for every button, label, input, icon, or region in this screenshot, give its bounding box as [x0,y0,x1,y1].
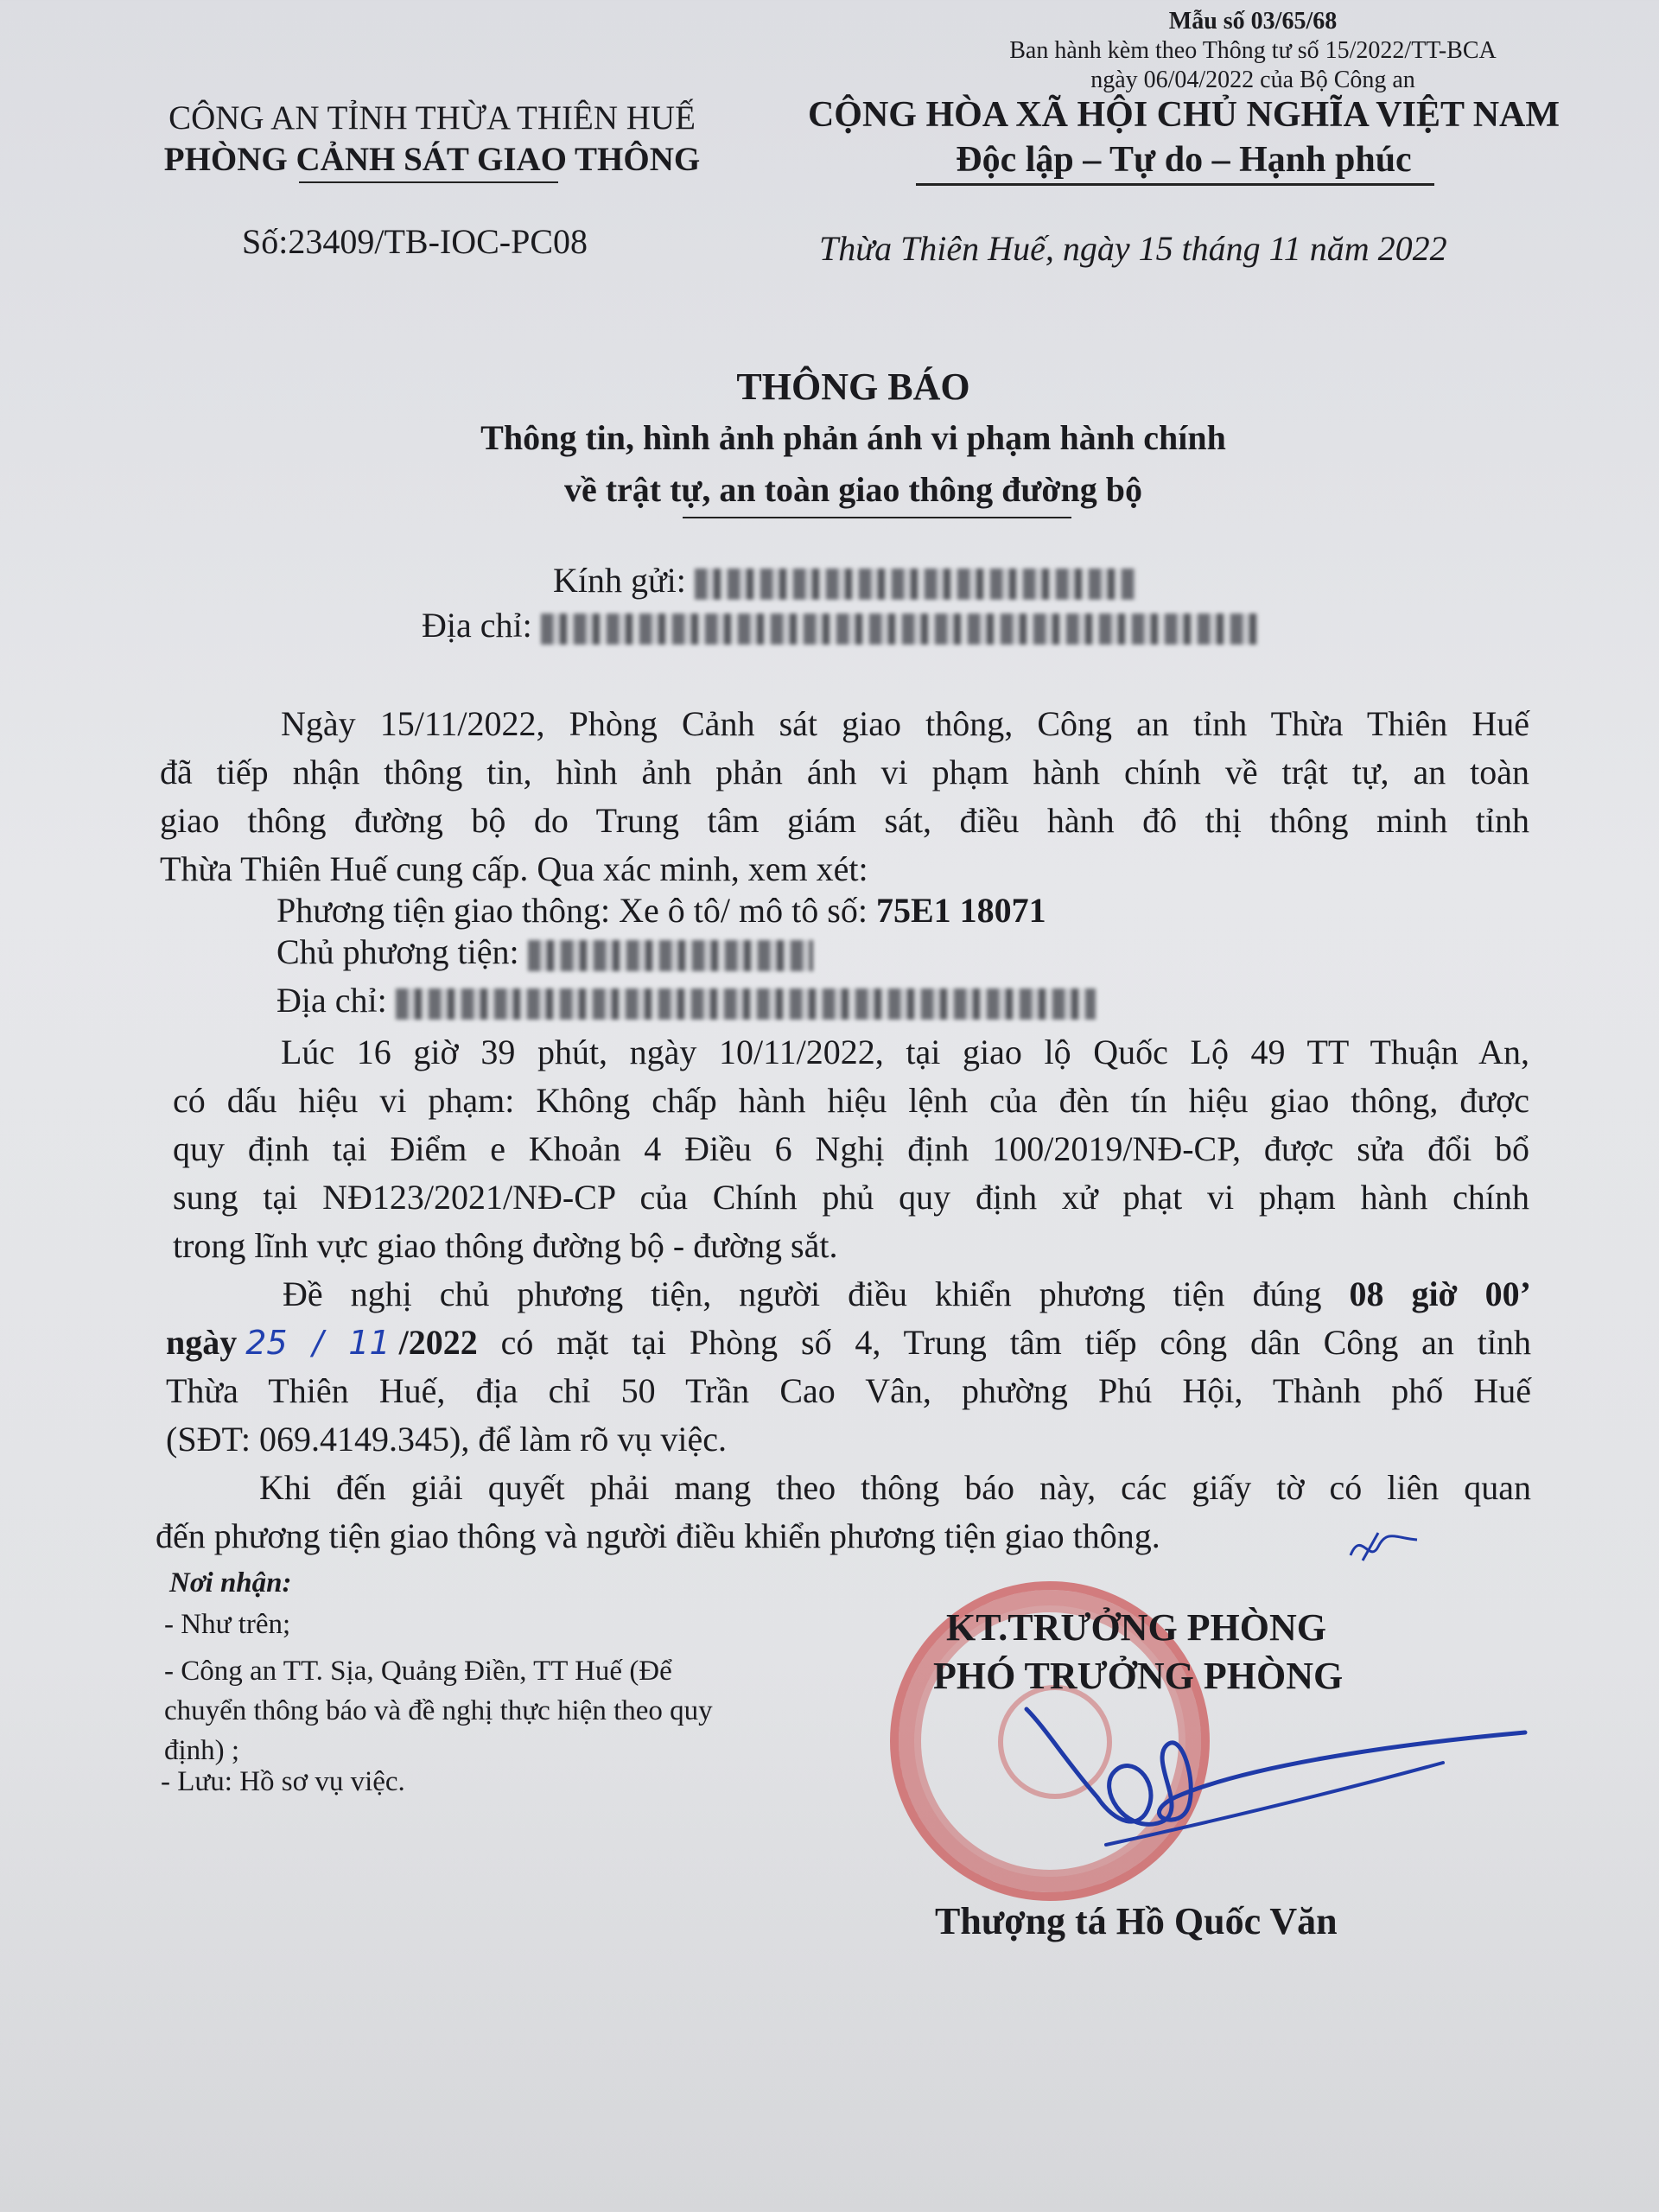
recipient-3: - Lưu: Hồ sơ vụ việc. [161,1766,405,1797]
p4-line-2: đến phương tiện giao thông và người điều khiển phương tiện giao thông. [156,1516,1160,1555]
national-title: CỘNG HÒA XÃ HỘI CHỦ NGHĨA VIỆT NAM [807,95,1560,135]
recipient-2c: định) ; [164,1735,240,1766]
redacted-owner-name [528,940,813,971]
signature-icon [985,1694,1538,1866]
recipients-title: Nơi nhận: [169,1567,292,1599]
p2-line-4: sung tại NĐ123/2021/NĐ-CP của Chính phủ quy định xử phạt vi phạm hành chính [173,1178,1529,1217]
form-reference [916,7,1590,95]
p3-day-label: ngày [166,1323,238,1362]
notice-subtitle-2: về trật tự, an toàn giao thông đường bộ [563,470,1143,509]
sign-title-2: PHÓ TRƯỞNG PHÒNG [933,1655,1344,1697]
initials-mark-icon [1344,1521,1421,1573]
address-line [422,601,1258,650]
redacted-recipient-address [541,613,1258,645]
p2-line-5: trong lĩnh vực giao thông đường bộ - đường sắt. [173,1226,838,1265]
paragraph-2 [173,1028,1529,1270]
recipient-2b: chuyển thông báo và đề nghị thực hiện theo quy [164,1695,713,1726]
notice-title: THÔNG BÁO [736,365,970,408]
paragraph-3 [166,1270,1531,1464]
redacted-owner-address [396,988,1096,1020]
p3-line-2-rest: có mặt tại Phòng số 4, Trung tâm tiếp công dân Công an tỉnh [477,1323,1532,1362]
p3-time: 08 giờ 00’ [1349,1274,1531,1313]
p3-line-1 [166,1270,1531,1319]
form-code: Mẫu số 03/65/68 [1168,8,1338,35]
vehicle-label: Phương tiện giao thông: Xe ô tô/ mô tô số: [276,891,876,930]
p1-line-1: Ngày 15/11/2022, Phòng Cảnh sát giao thông, Công an tỉnh Thừa Thiên Huế [281,704,1529,743]
form-issued-line2: ngày 06/04/2022 của Bộ Công an [1090,67,1415,93]
owner-line [276,928,813,976]
motto-underline [916,183,1434,186]
agency-name: PHÒNG CẢNH SÁT GIAO THÔNG [163,141,701,178]
redacted-recipient-name [695,569,1135,600]
paragraph-1 [160,700,1529,893]
notice-subtitle-1: Thông tin, hình ảnh phản ánh vi phạm hành chính [480,418,1226,457]
p3-line-3: Thừa Thiên Huế, địa chỉ 50 Trần Cao Vân, phường Phú Hội, Thành phố Huế [166,1371,1531,1410]
p3-line-4: (SĐT: 069.4149.345), để làm rõ vụ việc. [166,1420,728,1459]
sign-title-1: KT.TRƯỞNG PHÒNG [946,1606,1326,1649]
signer-name: Thượng tá Hồ Quốc Văn [935,1900,1338,1942]
subtitle-underline [683,517,1071,518]
p4-line-1: Khi đến giải quyết phải mang theo thông báo này, các giấy tờ có liên quan [259,1468,1531,1507]
p1-line-2: đã tiếp nhận thông tin, hình ảnh phản ánh vi phạm hành chính về trật tự, an toàn [160,753,1529,791]
p1-line-3: giao thông đường bộ do Trung tâm giám sát, điều hành đô thị thông minh tỉnh [160,801,1529,840]
p2-line-2: có dấu hiệu vi phạm: Không chấp hành hiệu lệnh của đèn tín hiệu giao thông, được [173,1081,1529,1120]
agency-parent: CÔNG AN TỈNH THỪA THIÊN HUẾ [168,99,696,137]
agency-underline [299,181,558,183]
owner-address-label: Địa chỉ: [276,981,387,1020]
owner-address-line [276,976,1096,1025]
p3-year: /2022 [398,1323,478,1362]
p3-line-1-text: Đề nghị chủ phương tiện, người điều khiển phương tiện đúng [283,1274,1350,1313]
p3-line-2 [166,1319,1531,1367]
address-label: Địa chỉ: [422,606,532,645]
p2-line-1: Lúc 16 giờ 39 phút, ngày 10/11/2022, tại giao lộ Quốc Lộ 49 TT Thuận An, [281,1033,1529,1071]
doc-number: Số:23409/TB-IOC-PC08 [242,222,588,261]
national-motto: Độc lập – Tự do – Hạnh phúc [956,140,1412,180]
p1-line-4: Thừa Thiên Huế cung cấp. Qua xác minh, xem xét: [160,849,868,888]
to-label: Kính gửi: [553,561,686,600]
vehicle-plate: 75E1 18071 [875,891,1046,930]
handwritten-date: 25 / 11 [245,1324,391,1362]
p2-line-3: quy định tại Điểm e Khoản 4 Điều 6 Nghị định 100/2019/NĐ-CP, được sửa đổi bổ [173,1129,1529,1168]
recipient-1: - Như trên; [164,1609,291,1640]
place-date: Thừa Thiên Huế, ngày 15 tháng 11 năm 2022 [819,229,1447,268]
recipient-2a: - Công an TT. Sịa, Quảng Điền, TT Huế (Để [164,1656,672,1687]
form-issued-line1: Ban hành kèm theo Thông tư số 15/2022/TT-BCA [1009,37,1497,64]
paragraph-4 [156,1464,1531,1560]
to-line [553,556,1135,605]
owner-label: Chủ phương tiện: [276,932,519,971]
